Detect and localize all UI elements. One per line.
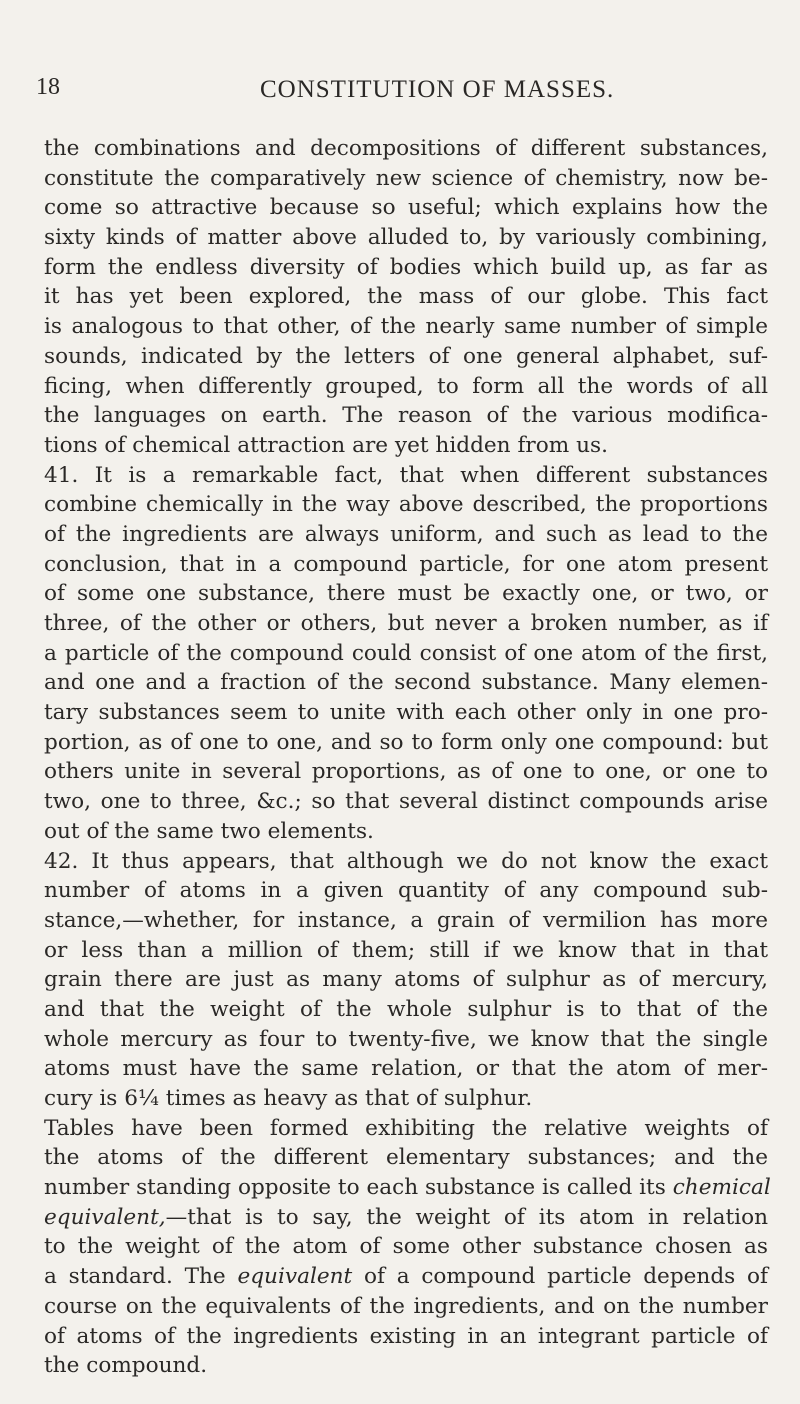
text-line: stance,—whether, for instance, a grain of vermilion has more: [44, 907, 768, 933]
text-line: sounds, indicated by the letters of one general alphabet, suf-: [44, 343, 768, 369]
text-line: the compound.: [44, 1353, 208, 1379]
text-line: of some one substance, there must be exactly one, or two, or: [44, 581, 768, 607]
text-line: two, one to three, &c.; so that several distinct compounds arise: [44, 789, 768, 815]
text-line: whole mercury as four to twenty-five, we know that the single: [44, 1026, 768, 1052]
text-line: the combinations and decompositions of different substances,: [44, 136, 768, 161]
text-line: three, of the other or others, but never a broken number, as if: [44, 611, 768, 636]
text-line: of atoms of the ingredients existing in an integrant particle of: [44, 1323, 768, 1349]
text-line: form the endless diversity of bodies which build up, as far as: [44, 254, 768, 280]
text-line: is analogous to that other, of the nearly same number of simple: [44, 314, 768, 340]
emphasis-chemical: chemical: [672, 1175, 771, 1201]
text-line: others unite in several proportions, as of one to one, or one to: [44, 759, 768, 785]
text-fragment: —that is to say, the weight of its atom in relation: [165, 1204, 768, 1230]
text-line: the languages on earth. The reason of the various modifica-: [44, 403, 768, 429]
text-line: a particle of the compound could consist of one atom of the first,: [44, 640, 768, 666]
text-line: sixty kinds of matter above alluded to, by variously combining,: [44, 225, 768, 251]
text-line: of the ingredients are always uniform, and such as lead to the: [44, 521, 768, 547]
text-line: the atoms of the different elementary substances; and the: [44, 1145, 768, 1171]
text-line: atoms must have the same relation, or that the atom of mer-: [44, 1056, 768, 1082]
emphasis-equivalent: equivalent: [237, 1264, 353, 1290]
text-line: grain there are just as many atoms of sulphur as of mercury,: [44, 967, 768, 993]
text-line: come so attractive because so useful; which explains how the: [44, 195, 768, 221]
text-line: conclusion, that in a compound particle, for one atom present: [44, 551, 768, 577]
text-line: tary substances seem to unite with each other only in one pro-: [44, 700, 768, 726]
page-header: [0, 74, 800, 114]
text-fragment: of a compound particle depends of: [363, 1264, 768, 1290]
text-line: [44, 1173, 771, 1203]
text-line: number of atoms in a given quantity of any compound sub-: [44, 878, 768, 904]
text-line: and that the weight of the whole sulphur is to that of the: [44, 996, 768, 1022]
paragraph-42-start: 42. It thus appears, that although we do not know the exact: [44, 848, 768, 874]
text-line: to the weight of the atom of some other substance chosen as: [44, 1234, 768, 1260]
text-line: constitute the comparatively new science of chemistry, now be-: [44, 165, 768, 191]
text-line: ficing, when differently grouped, to form all the words of all: [44, 373, 768, 399]
text-line: [44, 1262, 768, 1292]
text-line: tions of chemical attraction are yet hidden from us.: [44, 432, 608, 458]
text-fragment: a standard. The: [44, 1264, 226, 1290]
paragraph-41-start: 41. It is a remarkable fact, that when different substances: [44, 462, 768, 488]
body-text: [44, 134, 771, 1381]
text-line: it has yet been explored, the mass of our globe. This fact: [44, 284, 768, 310]
running-title: CONSTITUTION OF MASSES.: [260, 76, 615, 103]
emphasis-equivalent: equivalent,: [44, 1204, 166, 1230]
text-line: Tables have been formed exhibiting the relative weights of: [44, 1115, 768, 1141]
text-line: or less than a million of them; still if we know that in that: [44, 937, 768, 963]
text-line: combine chemically in the way above described, the proportions: [44, 492, 768, 518]
text-line: portion, as of one to one, and so to form only one compound: but: [44, 729, 768, 755]
text-line: [44, 1203, 768, 1233]
text-line: out of the same two elements.: [44, 818, 374, 844]
text-line: and one and a fraction of the second substance. Many elemen-: [44, 670, 768, 696]
page-number: 18: [36, 74, 60, 100]
text-fragment: number standing opposite to each substance is called its: [44, 1175, 666, 1201]
text-line: cury is 6¼ times as heavy as that of sulphur.: [44, 1086, 533, 1111]
text-line: course on the equivalents of the ingredients, and on the number: [44, 1293, 768, 1319]
